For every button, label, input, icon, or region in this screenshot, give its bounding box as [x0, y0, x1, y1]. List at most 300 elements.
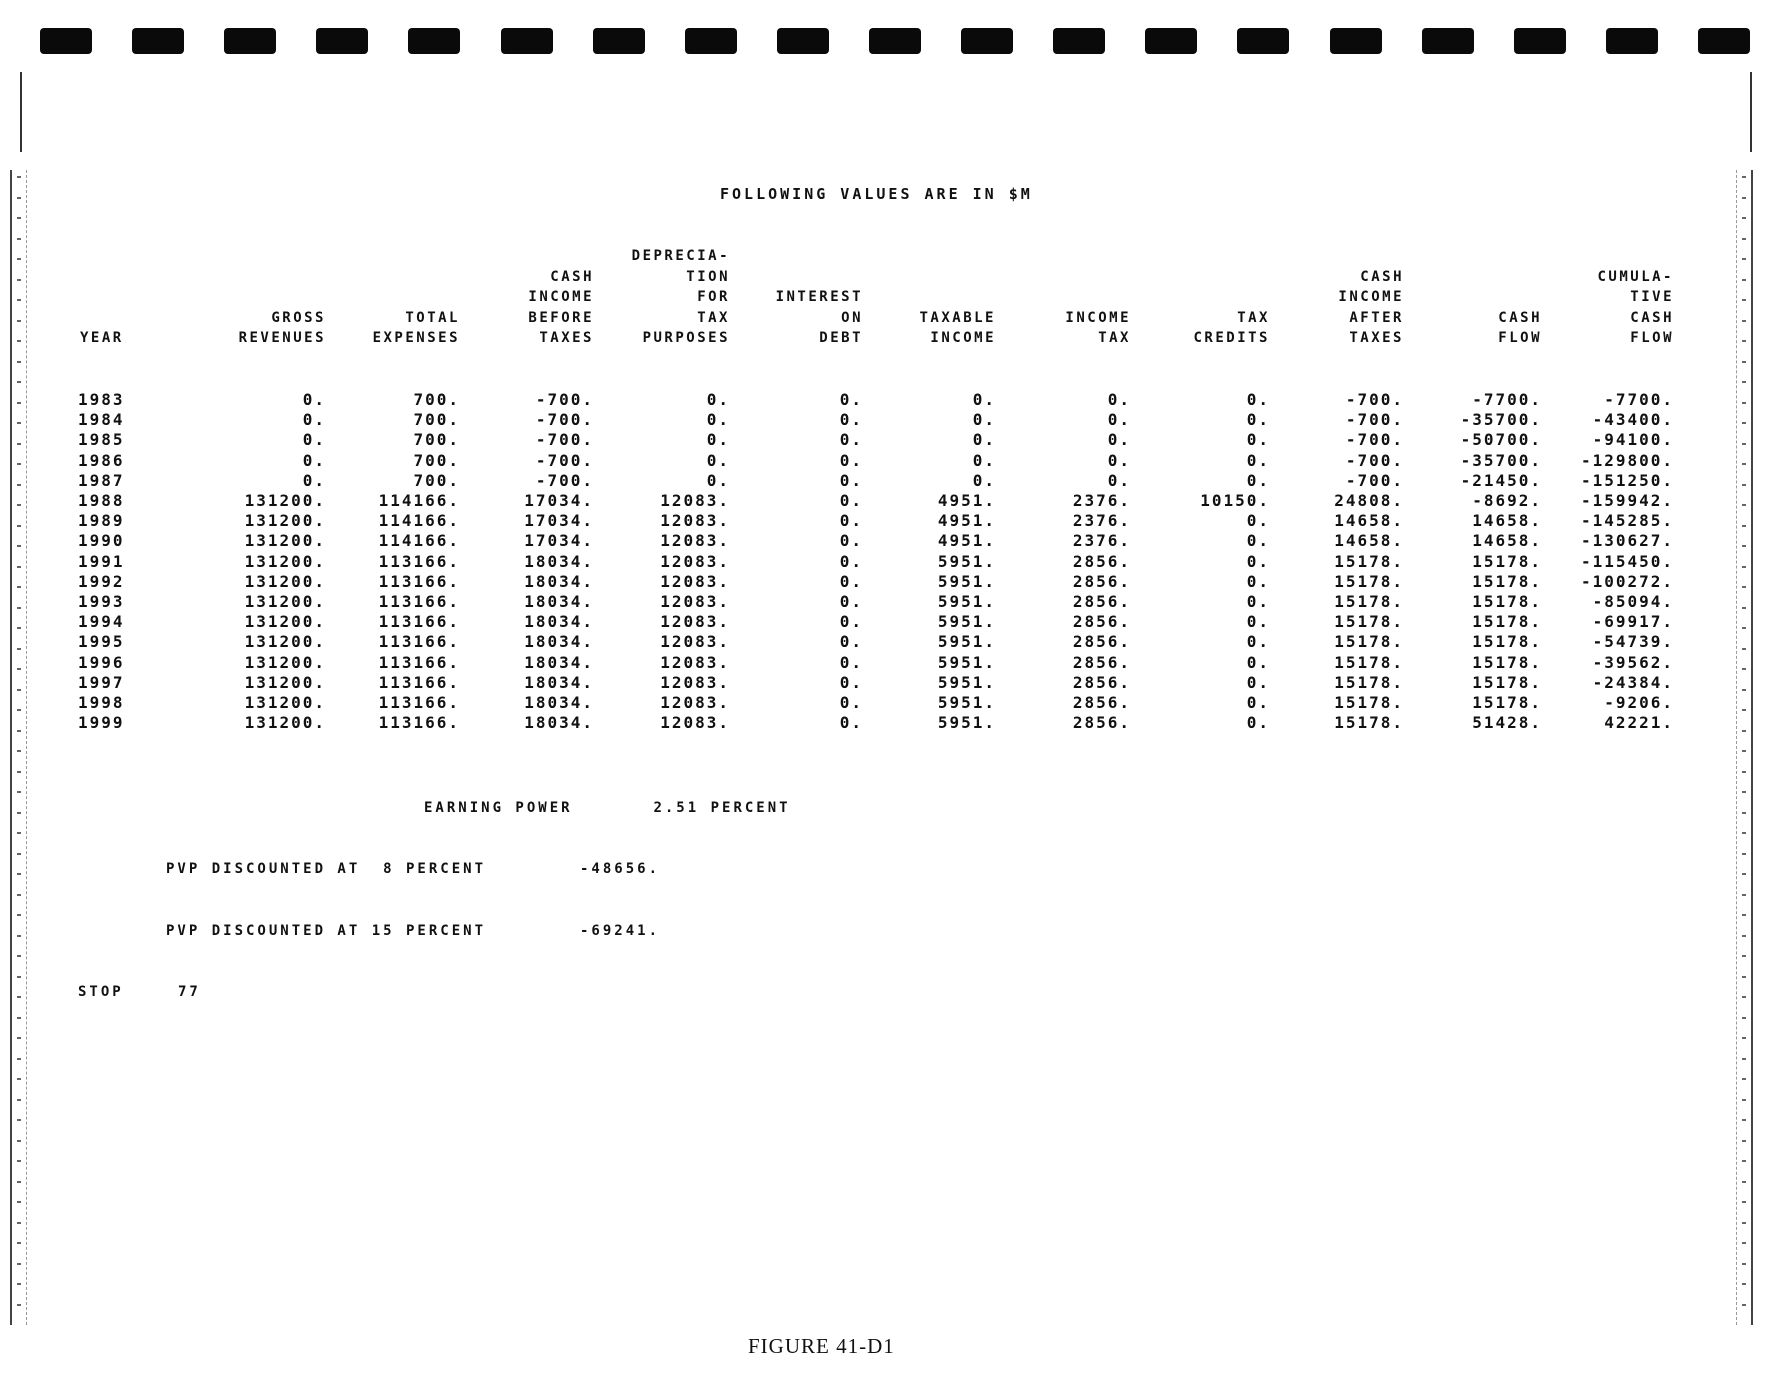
- table-row: [0, 693, 1791, 713]
- column-header-text: FLOW: [1498, 330, 1542, 346]
- value-cell: 0.: [839, 652, 863, 672]
- value-cell: 131200.: [244, 632, 326, 652]
- value-cell: 4951.: [937, 511, 996, 531]
- strip-mark: [17, 279, 21, 281]
- table-row: [0, 531, 1791, 551]
- value-cell: 0.: [302, 390, 326, 409]
- value-cell: 0.: [1246, 652, 1270, 672]
- value-cell: 0.: [972, 410, 996, 430]
- strip-mark: [17, 1181, 21, 1183]
- value-cell: 18034.: [524, 551, 594, 571]
- value-cell: -35700.: [1460, 410, 1542, 430]
- value-cell: 0.: [302, 430, 326, 450]
- value-cell: 12083.: [660, 672, 730, 692]
- value-cell: 12083.: [660, 491, 730, 510]
- right-tear-edge: [1750, 72, 1752, 152]
- column-header-text: CREDITS: [1193, 330, 1270, 346]
- strip-mark: [1742, 197, 1746, 199]
- table-row: [0, 612, 1791, 632]
- value-cell: 131200.: [244, 592, 326, 611]
- year-cell: 1999: [78, 713, 125, 733]
- strip-mark: [1742, 791, 1746, 793]
- value-cell: 5951.: [937, 571, 996, 591]
- column-header-text: INCOME: [930, 330, 996, 346]
- year-cell: 1988: [78, 491, 125, 510]
- value-cell: 0.: [1246, 390, 1270, 409]
- value-cell: 15178.: [1334, 672, 1404, 692]
- strip-mark: [17, 1242, 21, 1244]
- value-cell: 15178.: [1472, 652, 1542, 672]
- value-cell: 0.: [839, 410, 863, 430]
- value-cell: -7700.: [1472, 390, 1542, 409]
- strip-mark: [17, 791, 21, 793]
- values-heading: FOLLOWING VALUES ARE IN $M: [720, 185, 1033, 203]
- year-cell: 1995: [78, 632, 125, 652]
- strip-mark: [17, 1140, 21, 1142]
- value-cell: 0.: [839, 511, 863, 531]
- value-cell: 0.: [1246, 470, 1270, 490]
- value-cell: 0.: [839, 612, 863, 632]
- strip-mark: [17, 1222, 21, 1224]
- value-cell: 113166.: [378, 713, 460, 733]
- value-cell: 15178.: [1472, 592, 1542, 611]
- value-cell: 10150.: [1200, 491, 1270, 510]
- value-cell: 15178.: [1334, 571, 1404, 591]
- feed-hole: [1514, 28, 1566, 54]
- value-cell: -39562.: [1592, 652, 1674, 672]
- value-cell: -54739.: [1592, 632, 1674, 652]
- value-cell: 114166.: [378, 511, 460, 531]
- strip-mark: [1742, 1263, 1746, 1265]
- value-cell: -700.: [535, 430, 594, 450]
- column-header-text: INCOME: [1065, 309, 1131, 326]
- year-cell: 1991: [78, 551, 125, 571]
- strip-mark: [1742, 320, 1746, 322]
- value-cell: 131200.: [244, 551, 326, 571]
- feed-hole: [1606, 28, 1658, 54]
- year-cell: 1998: [78, 693, 125, 712]
- value-cell: 5951.: [937, 693, 996, 712]
- value-cell: 2856.: [1072, 672, 1131, 692]
- value-cell: 0.: [1107, 470, 1131, 490]
- value-cell: 0.: [1246, 430, 1270, 450]
- value-cell: 4951.: [937, 531, 996, 551]
- strip-mark: [1742, 279, 1746, 281]
- strip-mark: [1742, 914, 1746, 916]
- value-cell: 0.: [1246, 571, 1270, 591]
- strip-mark: [17, 1017, 21, 1019]
- value-cell: 18034.: [524, 592, 594, 611]
- value-cell: 0.: [972, 450, 996, 470]
- strip-mark: [17, 1058, 21, 1060]
- value-cell: 4951.: [937, 491, 996, 510]
- column-header-text: REVENUES: [238, 330, 326, 346]
- strip-mark: [1742, 1017, 1746, 1019]
- value-cell: 5951.: [937, 551, 996, 571]
- value-cell: 15178.: [1472, 612, 1542, 632]
- strip-mark: [1742, 1222, 1746, 1224]
- value-cell: 0.: [706, 390, 730, 409]
- pvp-8-line: [166, 861, 486, 877]
- strip-mark: [1742, 955, 1746, 957]
- earning-power-line: [424, 800, 791, 816]
- value-cell: 0.: [1246, 531, 1270, 551]
- pvp-8-label: PVP DISCOUNTED AT 8 PERCENT: [166, 861, 487, 877]
- value-cell: 131200.: [244, 511, 326, 531]
- value-cell: 15178.: [1472, 551, 1542, 571]
- column-header-text: INCOME: [528, 289, 594, 305]
- value-cell: 5951.: [937, 632, 996, 652]
- value-cell: 114166.: [378, 491, 460, 510]
- feed-hole: [685, 28, 737, 54]
- value-cell: 0.: [839, 672, 863, 692]
- value-cell: 113166.: [378, 693, 460, 712]
- year-cell: 1996: [78, 652, 125, 672]
- value-cell: -700.: [535, 450, 594, 470]
- value-cell: -24384.: [1592, 672, 1674, 692]
- strip-mark: [17, 238, 21, 240]
- year-cell: 1993: [78, 592, 125, 611]
- feed-hole: [132, 28, 184, 54]
- strip-mark: [1742, 976, 1746, 978]
- strip-mark: [17, 320, 21, 322]
- strip-mark: [1742, 176, 1746, 178]
- value-cell: 12083.: [660, 551, 730, 571]
- strip-mark: [1742, 812, 1746, 814]
- value-cell: 0.: [706, 470, 730, 490]
- value-cell: 0.: [1246, 672, 1270, 692]
- feed-hole: [1422, 28, 1474, 54]
- column-header-text: CASH: [550, 268, 594, 285]
- value-cell: 0.: [302, 410, 326, 430]
- value-cell: 0.: [1246, 450, 1270, 470]
- value-cell: -7700.: [1604, 390, 1674, 409]
- strip-mark: [17, 873, 21, 875]
- value-cell: 0.: [839, 470, 863, 490]
- value-cell: 17034.: [524, 491, 594, 510]
- year-cell: 1997: [78, 672, 125, 692]
- value-cell: 15178.: [1334, 652, 1404, 672]
- feed-hole: [224, 28, 276, 54]
- value-cell: 18034.: [524, 571, 594, 591]
- strip-mark: [17, 1263, 21, 1265]
- value-cell: 14658.: [1334, 531, 1404, 551]
- strip-mark: [1742, 1181, 1746, 1183]
- value-cell: 0.: [839, 551, 863, 571]
- feed-hole: [961, 28, 1013, 54]
- value-cell: 2856.: [1072, 571, 1131, 591]
- table-row: [0, 451, 1791, 471]
- feed-hole: [1330, 28, 1382, 54]
- value-cell: 114166.: [378, 531, 460, 551]
- value-cell: 5951.: [937, 612, 996, 632]
- strip-mark: [17, 996, 21, 998]
- strip-mark: [17, 1099, 21, 1101]
- value-cell: -9206.: [1604, 693, 1674, 712]
- column-header-text: TAXES: [1349, 330, 1404, 346]
- value-cell: 14658.: [1334, 511, 1404, 531]
- value-cell: 0.: [302, 450, 326, 470]
- strip-mark: [17, 340, 21, 342]
- strip-mark: [17, 832, 21, 834]
- value-cell: 15178.: [1334, 612, 1404, 632]
- value-cell: -700.: [1345, 430, 1404, 450]
- value-cell: 12083.: [660, 592, 730, 611]
- column-header-text: CASH: [1630, 309, 1674, 326]
- table-row: [0, 430, 1791, 450]
- value-cell: 0.: [839, 450, 863, 470]
- value-cell: 12083.: [660, 531, 730, 551]
- value-cell: 15178.: [1334, 713, 1404, 733]
- value-cell: -159942.: [1580, 491, 1674, 510]
- strip-mark: [1742, 299, 1746, 301]
- value-cell: -700.: [1345, 410, 1404, 430]
- strip-mark: [17, 914, 21, 916]
- value-cell: -94100.: [1592, 430, 1674, 450]
- feed-hole: [316, 28, 368, 54]
- strip-mark: [17, 1160, 21, 1162]
- table-row: [0, 592, 1791, 612]
- value-cell: 113166.: [378, 571, 460, 591]
- feed-hole: [869, 28, 921, 54]
- pvp-15-label: PVP DISCOUNTED AT 15 PERCENT: [166, 923, 487, 939]
- value-cell: 113166.: [378, 592, 460, 611]
- strip-mark: [1742, 1140, 1746, 1142]
- column-header-text: CASH: [1498, 309, 1542, 326]
- value-cell: -130627.: [1580, 531, 1674, 551]
- value-cell: -69917.: [1592, 612, 1674, 632]
- strip-mark: [17, 1037, 21, 1039]
- strip-mark: [17, 258, 21, 260]
- strip-mark: [17, 1304, 21, 1306]
- value-cell: 113166.: [378, 672, 460, 692]
- value-cell: -35700.: [1460, 450, 1542, 470]
- value-cell: 14658.: [1472, 531, 1542, 551]
- value-cell: -151250.: [1580, 470, 1674, 490]
- strip-mark: [1742, 238, 1746, 240]
- value-cell: 2856.: [1072, 612, 1131, 632]
- column-header-text: TAX: [1237, 309, 1270, 326]
- strip-mark: [1742, 361, 1746, 363]
- value-cell: 24808.: [1334, 491, 1404, 510]
- strip-mark: [1742, 1283, 1746, 1285]
- value-cell: 113166.: [378, 652, 460, 672]
- pvp-8-value: -48656.: [580, 861, 661, 877]
- strip-mark: [1742, 1160, 1746, 1162]
- column-header-text: TAX: [697, 309, 730, 326]
- value-cell: 12083.: [660, 632, 730, 652]
- value-cell: 0.: [1246, 693, 1270, 712]
- value-cell: 0.: [1107, 390, 1131, 409]
- table-row: [0, 713, 1791, 733]
- table-row: [0, 673, 1791, 693]
- value-cell: 12083.: [660, 652, 730, 672]
- value-cell: 700.: [413, 470, 460, 490]
- table-row: [0, 390, 1791, 410]
- value-cell: 15178.: [1334, 551, 1404, 571]
- year-cell: 1990: [78, 531, 125, 551]
- value-cell: -700.: [1345, 470, 1404, 490]
- value-cell: -50700.: [1460, 430, 1542, 450]
- value-cell: 51428.: [1472, 713, 1542, 733]
- value-cell: 15178.: [1472, 693, 1542, 712]
- column-header-text: CASH: [1360, 268, 1404, 285]
- table-row: [0, 572, 1791, 592]
- value-cell: -700.: [535, 390, 594, 409]
- value-cell: 0.: [972, 390, 996, 409]
- strip-mark: [1742, 853, 1746, 855]
- column-header-text: YEAR: [80, 330, 124, 346]
- value-cell: -145285.: [1580, 511, 1674, 531]
- left-margin-strip: [10, 170, 27, 1325]
- feed-hole: [1053, 28, 1105, 54]
- strip-mark: [17, 1078, 21, 1080]
- column-header-text: FOR: [697, 289, 730, 305]
- strip-mark: [17, 853, 21, 855]
- value-cell: -21450.: [1460, 470, 1542, 490]
- value-cell: 0.: [972, 470, 996, 490]
- column-header-text: EXPENSES: [372, 330, 460, 346]
- value-cell: 131200.: [244, 693, 326, 712]
- column-header-text: FLOW: [1630, 330, 1674, 346]
- feed-hole: [40, 28, 92, 54]
- stop-value: 77: [178, 984, 201, 1000]
- strip-mark: [1742, 771, 1746, 773]
- value-cell: 131200.: [244, 713, 326, 733]
- value-cell: -85094.: [1592, 592, 1674, 611]
- strip-mark: [1742, 340, 1746, 342]
- strip-mark: [17, 976, 21, 978]
- feed-hole: [1145, 28, 1197, 54]
- value-cell: 18034.: [524, 713, 594, 733]
- value-cell: 0.: [1107, 430, 1131, 450]
- value-cell: 17034.: [524, 511, 594, 531]
- value-cell: 700.: [413, 410, 460, 430]
- column-header-text: TIVE: [1630, 289, 1674, 305]
- value-cell: 131200.: [244, 672, 326, 692]
- value-cell: 18034.: [524, 612, 594, 632]
- year-cell: 1984: [78, 410, 125, 430]
- strip-mark: [17, 935, 21, 937]
- strip-mark: [17, 1119, 21, 1121]
- table-row: [0, 632, 1791, 652]
- strip-mark: [17, 1283, 21, 1285]
- value-cell: 5951.: [937, 592, 996, 611]
- value-cell: 131200.: [244, 652, 326, 672]
- year-cell: 1989: [78, 511, 125, 531]
- column-header-text: INCOME: [1338, 289, 1404, 305]
- value-cell: 42221.: [1604, 713, 1674, 733]
- value-cell: 0.: [1246, 410, 1270, 430]
- value-cell: 12083.: [660, 612, 730, 632]
- strip-mark: [17, 894, 21, 896]
- earning-power-value: 2.51 PERCENT: [653, 800, 791, 816]
- table-row: [0, 491, 1791, 511]
- column-header-text: ON: [841, 309, 863, 326]
- value-cell: 700.: [413, 390, 460, 409]
- column-header-text: DEBT: [819, 330, 863, 346]
- value-cell: 0.: [972, 430, 996, 450]
- strip-mark: [17, 812, 21, 814]
- strip-mark: [1742, 873, 1746, 875]
- strip-mark: [1742, 894, 1746, 896]
- value-cell: 5951.: [937, 672, 996, 692]
- value-cell: 2376.: [1072, 531, 1131, 551]
- column-header-text: DEPRECIA-: [631, 248, 730, 264]
- column-header-text: TAXABLE: [919, 309, 996, 326]
- strip-mark: [1742, 1201, 1746, 1203]
- value-cell: -700.: [1345, 450, 1404, 470]
- value-cell: 0.: [706, 410, 730, 430]
- column-header-text: GROSS: [271, 309, 326, 326]
- stop-label: STOP: [78, 984, 124, 1000]
- value-cell: 0.: [1246, 612, 1270, 632]
- column-header-text: AFTER: [1349, 309, 1404, 326]
- year-cell: 1986: [78, 450, 125, 470]
- table-row: [0, 552, 1791, 572]
- value-cell: 5951.: [937, 713, 996, 733]
- value-cell: 0.: [1107, 450, 1131, 470]
- value-cell: 700.: [413, 430, 460, 450]
- value-cell: 0.: [1246, 632, 1270, 652]
- value-cell: 18034.: [524, 693, 594, 712]
- strip-mark: [17, 771, 21, 773]
- strip-mark: [1742, 381, 1746, 383]
- value-cell: 0.: [1246, 551, 1270, 571]
- value-cell: 0.: [839, 693, 863, 712]
- value-cell: 2376.: [1072, 491, 1131, 510]
- value-cell: 131200.: [244, 571, 326, 591]
- value-cell: 2856.: [1072, 652, 1131, 672]
- strip-mark: [1742, 1037, 1746, 1039]
- value-cell: 15178.: [1334, 693, 1404, 712]
- value-cell: 2376.: [1072, 511, 1131, 531]
- value-cell: 700.: [413, 450, 460, 470]
- year-cell: 1983: [78, 390, 125, 409]
- feed-hole: [593, 28, 645, 54]
- left-tear-edge: [20, 72, 22, 152]
- value-cell: 5951.: [937, 652, 996, 672]
- strip-mark: [1742, 750, 1746, 752]
- table-row: [0, 511, 1791, 531]
- value-cell: 131200.: [244, 491, 326, 510]
- value-cell: 12083.: [660, 693, 730, 712]
- strip-mark: [1742, 1078, 1746, 1080]
- table-row: [0, 471, 1791, 491]
- year-cell: 1985: [78, 430, 125, 450]
- value-cell: -43400.: [1592, 410, 1674, 430]
- strip-mark: [1742, 1242, 1746, 1244]
- value-cell: 18034.: [524, 632, 594, 652]
- strip-mark: [17, 955, 21, 957]
- column-header-text: TAXES: [539, 330, 594, 346]
- value-cell: 131200.: [244, 612, 326, 632]
- value-cell: -8692.: [1472, 491, 1542, 510]
- strip-mark: [1742, 996, 1746, 998]
- value-cell: 15178.: [1472, 632, 1542, 652]
- value-cell: 2856.: [1072, 713, 1131, 733]
- strip-mark: [1742, 1099, 1746, 1101]
- feed-hole: [777, 28, 829, 54]
- figure-caption: FIGURE 41-D1: [748, 1334, 895, 1358]
- strip-mark: [1742, 935, 1746, 937]
- value-cell: 14658.: [1472, 511, 1542, 531]
- value-cell: 0.: [839, 592, 863, 611]
- value-cell: 0.: [1246, 713, 1270, 733]
- column-header-text: TOTAL: [405, 309, 460, 326]
- value-cell: 0.: [839, 632, 863, 652]
- column-header-text: PURPOSES: [642, 330, 730, 346]
